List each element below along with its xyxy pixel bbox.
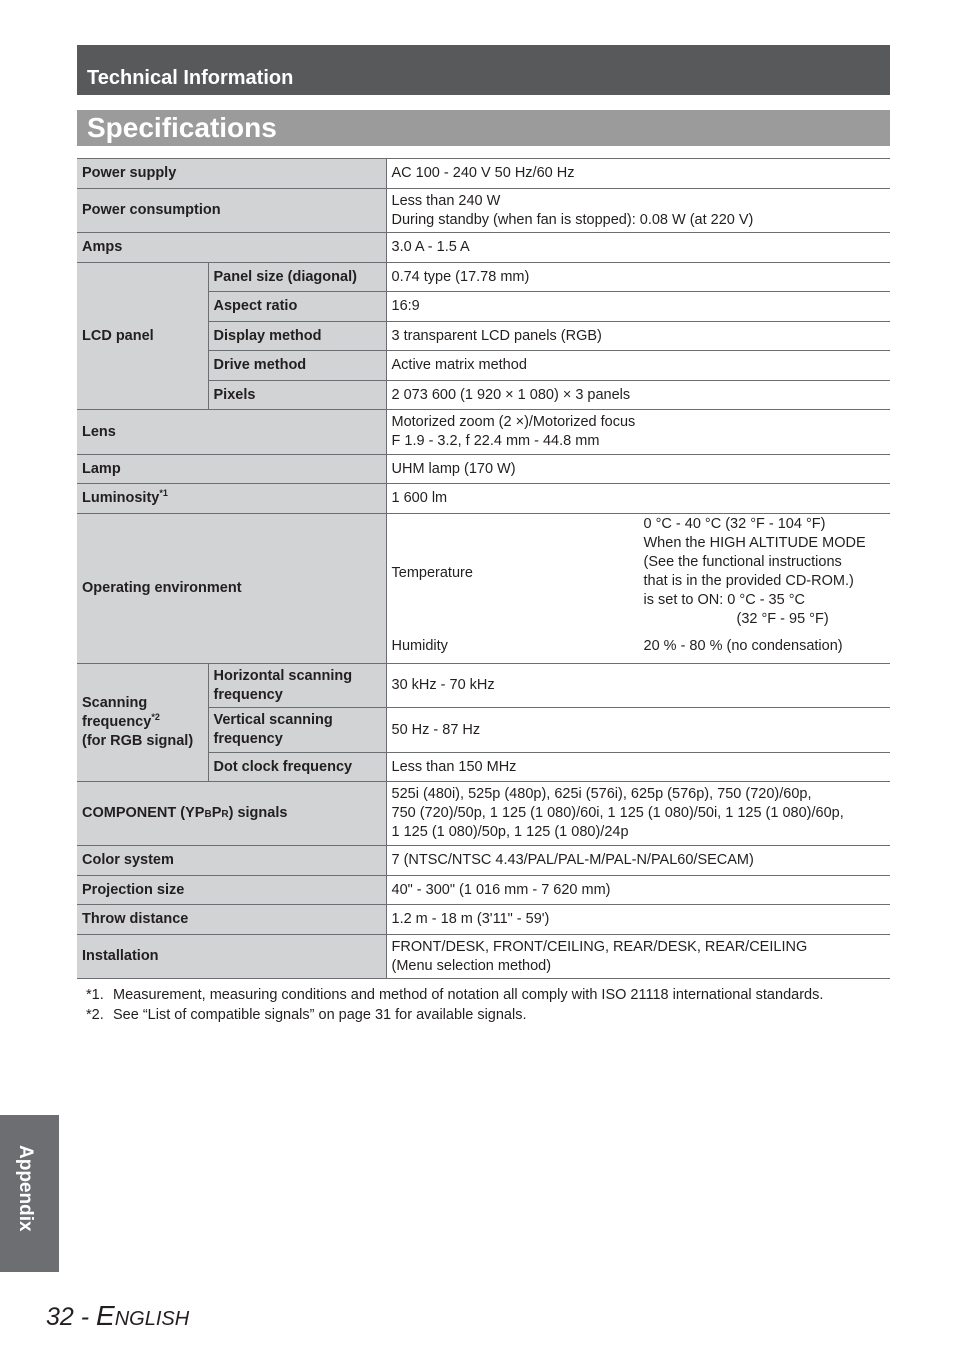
specifications-table	[77, 158, 890, 979]
spec-label: Projection size	[77, 876, 386, 905]
footnote-ref: *1	[159, 488, 168, 499]
footnote-ref: *2	[151, 712, 160, 723]
spec-label	[77, 664, 208, 782]
spec-sublabel: Drive method	[208, 351, 386, 381]
footnote-text: Measurement, measuring conditions and method of notation all comply with ISO 21118 international standards.	[113, 987, 824, 1003]
spec-label: Amps	[77, 233, 386, 263]
table-row	[77, 664, 890, 708]
spec-label: Lamp	[77, 455, 386, 484]
spec-label-text: frequency	[82, 714, 152, 730]
environment-subtable	[392, 515, 886, 660]
spec-value-line: FRONT/DESK, FRONT/CEILING, REAR/DESK, REAR/CEILING	[391, 938, 808, 955]
component-label-part: P	[211, 804, 222, 821]
spec-value-line: (Menu selection method)	[391, 957, 552, 974]
spec-value	[386, 782, 890, 846]
table-row	[77, 782, 890, 846]
humidity-value: 20 % - 80 % (no condensation)	[643, 637, 843, 654]
appendix-tab-label: Appendix	[15, 1145, 36, 1232]
footnote-mark: *1.	[86, 987, 104, 1003]
spec-value: 40" - 300" (1 016 mm - 7 620 mm)	[386, 876, 890, 905]
scanning-label-line: Scanning	[82, 695, 148, 711]
spec-sublabel: Panel size (diagonal)	[208, 263, 386, 292]
spec-value-line: 525i (480i), 525p (480p), 625i (576i), 625p (576p), 750 (720)/60p,	[391, 786, 812, 802]
spec-value: 3 transparent LCD panels (RGB)	[386, 322, 890, 351]
table-row	[77, 189, 890, 233]
spec-value	[386, 410, 890, 455]
table-row	[77, 263, 890, 292]
appendix-tab[interactable]	[0, 1115, 59, 1272]
temperature-line: When the HIGH ALTITUDE MODE	[643, 535, 866, 551]
humidity-label: Humidity	[391, 637, 448, 654]
table-row	[77, 233, 890, 263]
section-header	[77, 45, 890, 95]
table-row	[77, 159, 890, 189]
spec-sublabel: Pixels	[208, 381, 386, 410]
temperature-line: (32 °F - 95 °F)	[736, 611, 829, 627]
spec-value-line: F 1.9 - 3.2, f 22.4 mm - 44.8 mm	[391, 433, 600, 449]
spec-sublabel: Aspect ratio	[208, 292, 386, 322]
component-label-part: COMPONENT (YP	[82, 804, 205, 821]
spec-value-line: Less than 240 W	[391, 192, 501, 209]
spec-value-line: Motorized zoom (2 ×)/Motorized focus	[391, 414, 636, 430]
spec-value: 30 kHz - 70 kHz	[386, 664, 890, 708]
spec-label: Power consumption	[77, 189, 386, 233]
spec-value	[386, 514, 890, 664]
table-row	[77, 876, 890, 905]
component-subscript: B	[204, 808, 212, 820]
footnotes	[86, 986, 866, 1025]
temperature-line: (See the functional instructions	[643, 554, 842, 570]
spec-value-line: During standby (when fan is stopped): 0.08 W (at 220 V)	[391, 211, 754, 228]
spec-sublabel: Display method	[208, 322, 386, 351]
spec-value: 16:9	[386, 292, 890, 322]
spec-label: Installation	[77, 935, 386, 979]
spec-value: Active matrix method	[386, 351, 890, 381]
page-number	[46, 1300, 189, 1332]
spec-label: Lens	[77, 410, 386, 455]
temperature-line: is set to ON: 0 °C - 35 °C	[643, 592, 805, 608]
spec-value	[386, 935, 890, 979]
section-title: Technical Information	[87, 67, 294, 89]
title-bar	[77, 110, 890, 146]
spec-value: 2 073 600 (1 920 × 1 080) × 3 panels	[386, 381, 890, 410]
component-subscript: R	[221, 808, 229, 820]
spec-value: 50 Hz - 87 Hz	[386, 708, 890, 753]
temperature-label: Temperature	[391, 565, 473, 581]
spec-label: Throw distance	[77, 905, 386, 935]
spec-value: Less than 150 MHz	[386, 753, 890, 782]
spec-value: 7 (NTSC/NTSC 4.43/PAL/PAL-M/PAL-N/PAL60/SECAM)	[386, 846, 890, 876]
temperature-line: that is in the provided CD-ROM.)	[643, 573, 854, 589]
spec-value: 3.0 A - 1.5 A	[386, 233, 890, 263]
spec-label	[77, 484, 386, 514]
spec-value: 1 600 lm	[386, 484, 890, 514]
spec-label: Color system	[77, 846, 386, 876]
component-label-part: ) signals	[228, 804, 288, 821]
page-number-prefix: 32 -	[46, 1303, 97, 1331]
spec-sublabel: Dot clock frequency	[208, 753, 386, 782]
spec-sublabel: Horizontal scanning frequency	[208, 664, 386, 708]
table-row	[77, 410, 890, 455]
page-language-rest: NGLISH	[114, 1308, 190, 1330]
spec-label: Power supply	[77, 159, 386, 189]
table-row	[77, 905, 890, 935]
spec-label-text: Luminosity	[82, 490, 160, 506]
temperature-line: 0 °C - 40 °C (32 °F - 104 °F)	[643, 516, 826, 532]
table-row	[77, 935, 890, 979]
spec-value-line: 1 125 (1 080)/50p, 1 125 (1 080)/24p	[391, 824, 629, 840]
spec-value	[386, 189, 890, 233]
spec-label	[77, 782, 386, 846]
spec-value: UHM lamp (170 W)	[386, 455, 890, 484]
temperature-value	[644, 515, 886, 632]
spec-value: AC 100 - 240 V 50 Hz/60 Hz	[386, 159, 890, 189]
scanning-label-line: (for RGB signal)	[82, 733, 194, 749]
spec-value: 1.2 m - 18 m (3'11" - 59')	[386, 905, 890, 935]
page-title: Specifications	[87, 112, 277, 143]
spec-value-line: 750 (720)/50p, 1 125 (1 080)/60i, 1 125 (1 080)/50i, 1 125 (1 080)/60p,	[391, 805, 844, 821]
spec-label: Operating environment	[77, 514, 386, 664]
table-row	[77, 514, 890, 664]
spec-sublabel: Vertical scanning frequency	[208, 708, 386, 753]
footnote	[86, 986, 866, 1006]
page-language-initial: E	[96, 1300, 115, 1331]
table-row	[77, 484, 890, 514]
table-row	[77, 846, 890, 876]
scanning-label-line	[82, 713, 203, 732]
footnote-mark: *2.	[86, 1006, 104, 1023]
table-row	[77, 455, 890, 484]
spec-label: LCD panel	[77, 263, 208, 410]
spec-value: 0.74 type (17.78 mm)	[386, 263, 890, 292]
footnote	[86, 1006, 866, 1026]
footnote-text: See “List of compatible signals” on page 31 for available signals.	[113, 1006, 527, 1023]
